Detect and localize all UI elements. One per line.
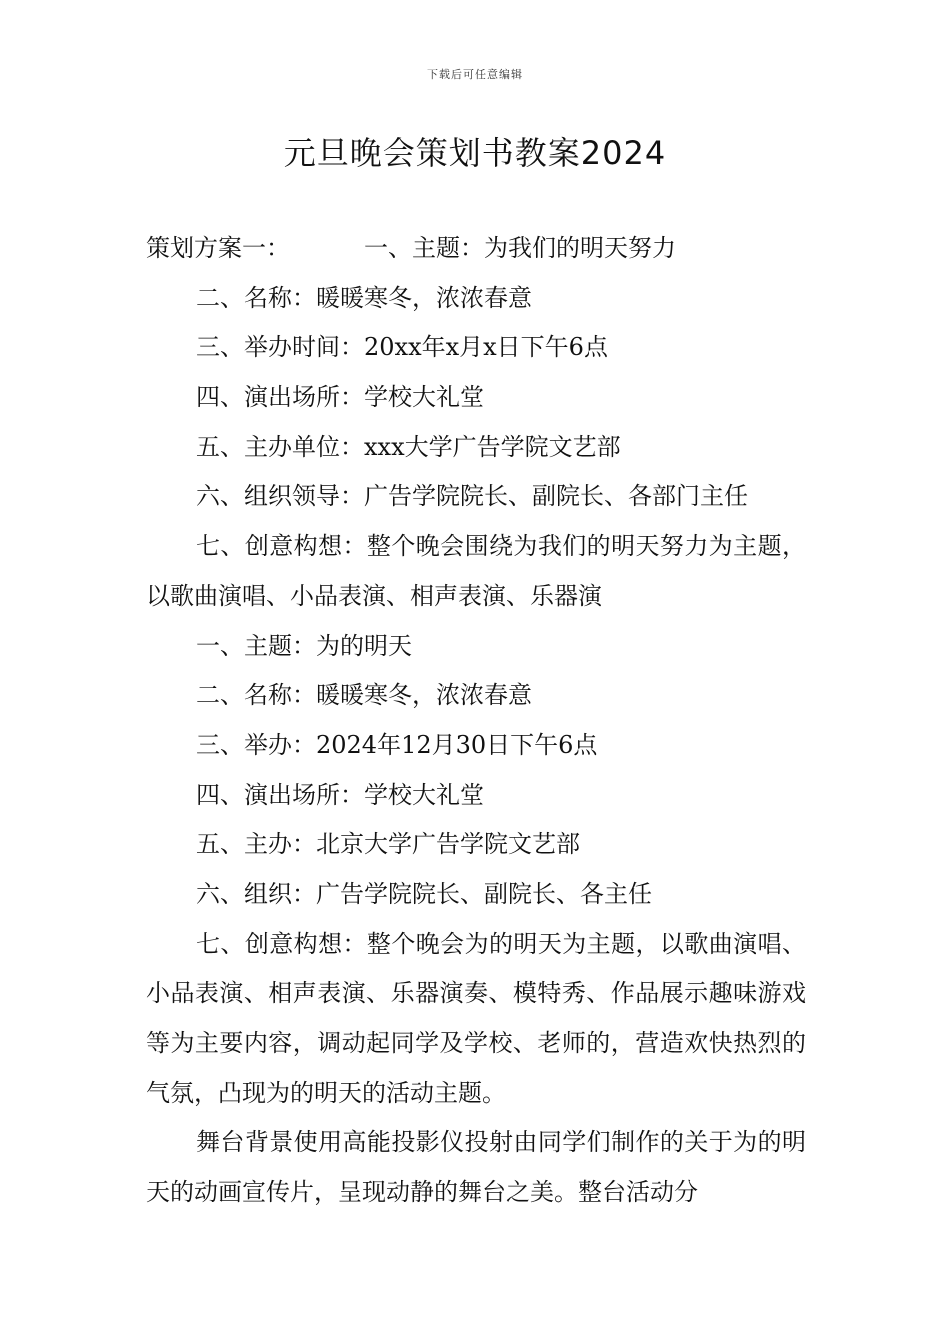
concept-paragraph-a: 七、创意构想：整个晚会围绕为我们的明天努力为主题，以歌曲演唱、小品表演、相声表演、乐器演 — [146, 532, 806, 610]
document-title: 元旦晚会策划书教案2024 — [283, 134, 667, 172]
venue-line-b: 四、演出场所：学校大礼堂 — [196, 780, 484, 809]
venue-line-a: 四、演出场所：学校大礼堂 — [196, 383, 484, 412]
leaders-line-a: 六、组织领导：广告学院院长、副院长、各部门主任 — [196, 482, 748, 511]
time-line-a: 三、举办时间：20xx年x月x日下午6点 — [196, 333, 608, 362]
concept-paragraph-b: 七、创意构想：整个晚会为的明天为主题，以歌曲演唱、小品表演、相声表演、乐器演奏、模特秀、作品展示趣味游戏等为主要内容，调动起同学及学校、老师的，营造欢快热烈的气氛，凸现为的明天的活动主题。 — [146, 929, 806, 1107]
theme-line-a: 一、主题：为我们的明天努力 — [364, 234, 676, 262]
organizer-line-b: 五、主办：北京大学广告学院文艺部 — [196, 830, 580, 859]
plan-heading-line — [146, 224, 806, 274]
name-line-a: 二、名称：暖暖寒冬，浓浓春意 — [196, 283, 532, 312]
document-body — [146, 224, 806, 1218]
plan-label: 策划方案一： — [146, 234, 290, 262]
organizer-line-a: 五、主办单位：xxx大学广告学院文艺部 — [196, 432, 621, 461]
stage-paragraph: 舞台背景使用高能投影仪投射由同学们制作的关于为的明天的动画宣传片，呈现动静的舞台之美。整台活动分 — [146, 1128, 806, 1207]
name-line-b: 二、名称：暖暖寒冬，浓浓春意 — [196, 681, 532, 710]
theme-line-b: 一、主题：为的明天 — [196, 631, 412, 660]
page-header-note: 下载后可任意编辑 — [427, 68, 523, 81]
time-line-b: 三、举办：2024年12月30日下午6点 — [196, 730, 598, 759]
leaders-line-b: 六、组织：广告学院院长、副院长、各主任 — [196, 879, 652, 908]
